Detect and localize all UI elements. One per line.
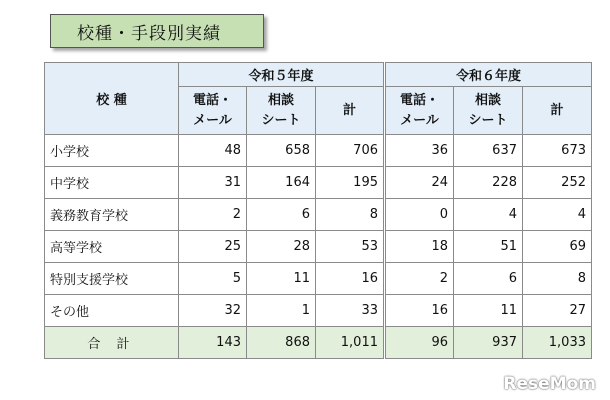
cell-value: 11 — [454, 295, 523, 327]
resemom-watermark: ReseMom — [503, 374, 596, 394]
cell-value: 16 — [385, 295, 454, 327]
cell-value: 32 — [179, 295, 247, 327]
row-label: 特別支援学校 — [45, 263, 179, 295]
cell-value: 8 — [316, 199, 385, 231]
cell-value: 252 — [523, 167, 592, 199]
table-row — [45, 199, 592, 231]
cell-value: 53 — [316, 231, 385, 263]
table-row — [45, 263, 592, 295]
header-consult-sheet-r6: 相談 シート — [454, 87, 523, 135]
cell-value: 673 — [523, 135, 592, 167]
row-label: 義務教育学校 — [45, 199, 179, 231]
header-total-r5: 計 — [316, 87, 385, 135]
cell-value: 28 — [247, 231, 316, 263]
cell-value: 36 — [385, 135, 454, 167]
header-total-r6: 計 — [523, 87, 592, 135]
header-consult-sheet-r5: 相談 シート — [247, 87, 316, 135]
row-label: その他 — [45, 295, 179, 327]
cell-value: 2 — [385, 263, 454, 295]
total-value: 1,011 — [316, 327, 385, 359]
cell-value: 24 — [385, 167, 454, 199]
cell-value: 195 — [316, 167, 385, 199]
cell-value: 0 — [385, 199, 454, 231]
total-value: 868 — [247, 327, 316, 359]
table-title — [50, 14, 264, 48]
cell-value: 31 — [179, 167, 247, 199]
header-year-r6: 令和６年度 — [385, 63, 592, 87]
row-label: 小学校 — [45, 135, 179, 167]
header-phone-mail-r6: 電話・ メール — [385, 87, 454, 135]
cell-value: 18 — [385, 231, 454, 263]
cell-value: 706 — [316, 135, 385, 167]
total-value: 96 — [385, 327, 454, 359]
cell-value: 164 — [247, 167, 316, 199]
total-label: 合 計 — [45, 327, 179, 359]
table-title-text: 校種・手段別実績 — [77, 23, 221, 44]
header-school-type: 校 種 — [45, 63, 179, 135]
table-row — [45, 135, 592, 167]
cell-value: 658 — [247, 135, 316, 167]
cell-value: 2 — [179, 199, 247, 231]
table-row — [45, 167, 592, 199]
cell-value: 25 — [179, 231, 247, 263]
total-row — [45, 327, 592, 359]
cell-value: 4 — [523, 199, 592, 231]
cell-value: 51 — [454, 231, 523, 263]
header-row-years — [45, 63, 592, 87]
cell-value: 6 — [454, 263, 523, 295]
cell-value: 228 — [454, 167, 523, 199]
total-value: 937 — [454, 327, 523, 359]
cell-value: 16 — [316, 263, 385, 295]
cell-value: 27 — [523, 295, 592, 327]
cell-value: 5 — [179, 263, 247, 295]
total-value: 143 — [179, 327, 247, 359]
cell-value: 4 — [454, 199, 523, 231]
cell-value: 33 — [316, 295, 385, 327]
header-year-r5: 令和５年度 — [179, 63, 385, 87]
row-label: 高等学校 — [45, 231, 179, 263]
header-phone-mail-r5: 電話・ メール — [179, 87, 247, 135]
cell-value: 69 — [523, 231, 592, 263]
cell-value: 11 — [247, 263, 316, 295]
total-value: 1,033 — [523, 327, 592, 359]
results-table — [44, 62, 592, 359]
cell-value: 8 — [523, 263, 592, 295]
cell-value: 48 — [179, 135, 247, 167]
table-row — [45, 295, 592, 327]
cell-value: 637 — [454, 135, 523, 167]
cell-value: 1 — [247, 295, 316, 327]
row-label: 中学校 — [45, 167, 179, 199]
table-row — [45, 231, 592, 263]
cell-value: 6 — [247, 199, 316, 231]
